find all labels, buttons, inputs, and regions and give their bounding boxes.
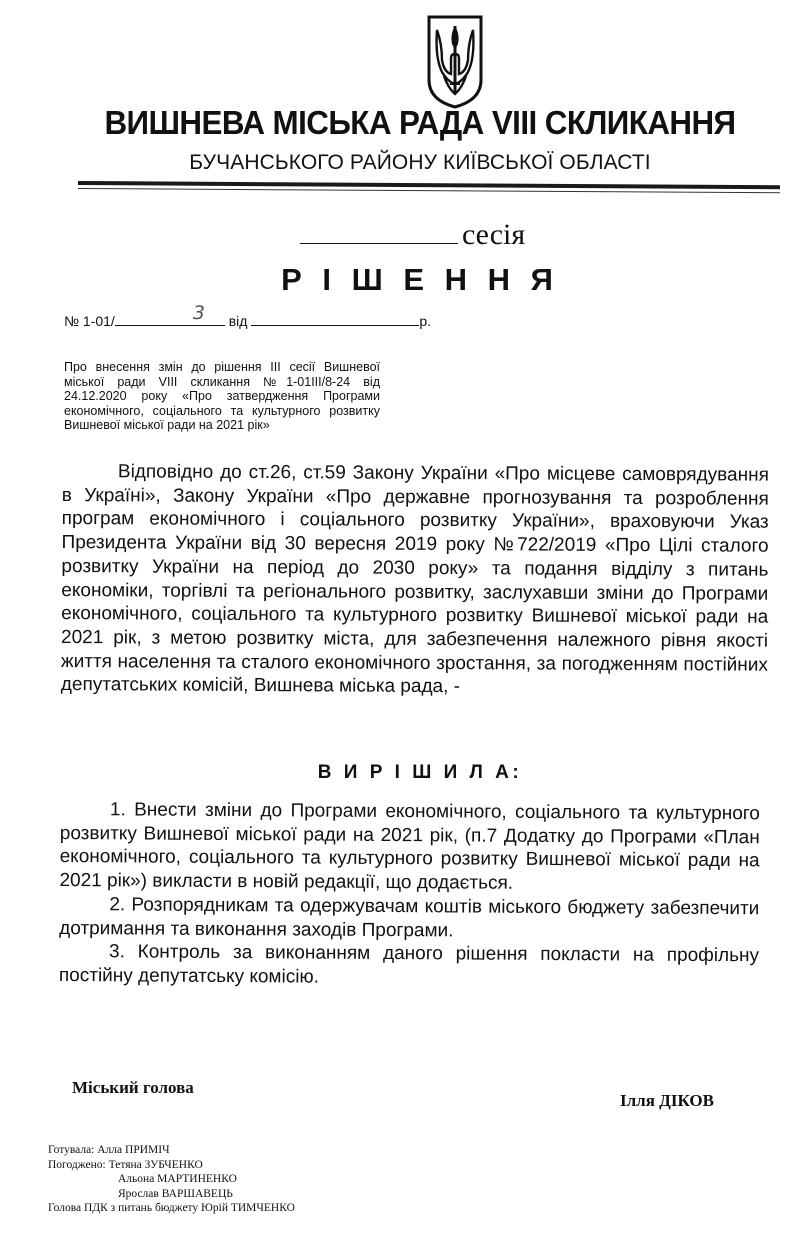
approval-footer xyxy=(48,1143,295,1216)
signatory-position: Міський голова xyxy=(72,1078,194,1097)
decision-number-prefix: № 1-01/ xyxy=(64,313,115,329)
handwritten-number: 3 xyxy=(192,302,205,324)
resolution-items xyxy=(59,798,760,992)
resolved-heading: В И Р І Ш И Л А: xyxy=(317,762,523,783)
decision-subject: Про внесення змін до рішення ІІІ сесії Вишневої міської ради VIIІ скликання №1-01ІІІ/8-24 від 24.12.2020 року «Про затвердження Програми економічного, соціального та культурного розвитку Вишневої міської ради на 2021 рік» xyxy=(64,360,380,433)
preamble-paragraph: Відповідно до ст.26, ст.59 Закону України «Про місцеве самоврядування в Україні», Закону України «Про державне прогнозування та розроблення програм економічного і соціального розвитку України», враховуючи Указ Президента України від 30 вересня 2019 року №722/2019 «Про Цілі сталого розвитку України на період до 2030 року» та подання відділу з питань економіки, торгівлі та регіонального розвитку, заслухавши зміни до Програми економічного, соціального та культурного розвитку Вишневої міської ради на 2021 рік, з метою розвитку міста, для забезпечення належного рівня якості життя населення та сталого економічного зростання, за погодженням постійних депутатських комісій, Вишнева міська рада, - xyxy=(60,461,769,698)
footer-agreed: Погоджено: Тетяна ЗУБЧЕНКО xyxy=(48,1158,203,1171)
trident-coat-of-arms-icon xyxy=(426,14,484,110)
footer-prepared: Готувала: Алла ПРИМІЧ xyxy=(48,1144,170,1156)
decision-date-blank xyxy=(251,312,419,326)
decision-date-suffix: р. xyxy=(419,313,432,329)
decision-number-line xyxy=(64,302,432,329)
decision-number-blank xyxy=(115,302,225,326)
header-rule-thin xyxy=(78,188,780,193)
council-title: ВИШНЕВА МІСЬКА РАДА VIII СКЛИКАННЯ xyxy=(104,104,736,141)
decision-title: Р І Ш Е Н Н Я xyxy=(281,262,559,297)
council-district: БУЧАНСЬКОГО РАЙОНУ КИЇВСЬКОЇ ОБЛАСТІ xyxy=(189,151,651,174)
session-label: сесія xyxy=(462,218,526,251)
signatory-name: Ілля ДІКОВ xyxy=(620,1091,714,1110)
resolution-item: 1. Внести зміни до Програми економічного, соціального та культурного розвитку Вишневої міської ради на 2021 рік, (п.7 Додатку до Програми «План економічного, соціального та культурного розвитку Вишневої міської ради на 2021 рік») викласти в новій редакції, що додається. xyxy=(59,799,760,894)
resolution-item: 2. Розпорядникам та одержувачам коштів міського бюджету забезпечити дотримання та виконання заходів Програми. xyxy=(59,894,760,941)
decision-date-prefix: від xyxy=(228,313,248,329)
resolution-item: 3. Контроль за виконанням даного рішення покласти на профільну постійну депутатську комісію. xyxy=(58,941,760,988)
footer-agreed-3: Ярослав ВАРШАВЕЦЬ xyxy=(118,1187,233,1200)
footer-budget-head: Голова ПДК з питань бюджету Юрій ТИМЧЕНКО xyxy=(48,1202,295,1215)
footer-agreed-2: Альона МАРТИНЕНКО xyxy=(118,1173,237,1186)
session-line xyxy=(300,213,525,252)
session-number-blank xyxy=(300,213,458,244)
